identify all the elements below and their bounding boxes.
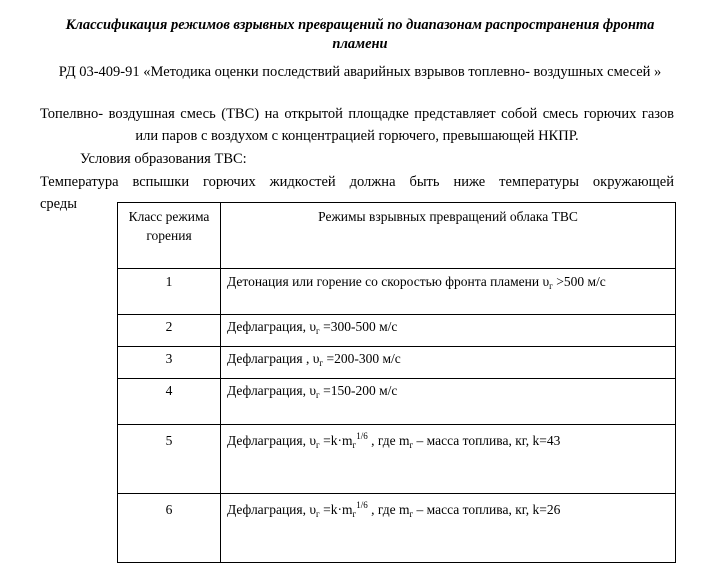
table-row — [118, 315, 676, 347]
table-row — [118, 347, 676, 379]
header-class-cell: Класс режима горения — [118, 203, 221, 269]
table-row — [118, 269, 676, 315]
mode-cell: Дефлаграция, $\upsilon_г =300-500$ м/с — [221, 315, 676, 347]
conditions-title: Условия образования ТВС: — [80, 151, 247, 167]
class-cell: 3 — [118, 347, 221, 379]
intro-paragraph: Топелвно- воздушная смесь (ТВС) на открытой площадке представляет собой смесь горючих газов или паров с воздухом с концентрацией горючего, превышающей НКПР. — [40, 106, 674, 144]
combustion-modes-table — [117, 202, 676, 563]
mode-cell: Дефлаграция, $\upsilon_г =k\cdot m_г^{1/6}$ , где $m_г$ – масса топлива, кг, k=26 — [221, 494, 676, 563]
class-cell: 4 — [118, 379, 221, 425]
table-row — [118, 425, 676, 494]
reference-line: РД 03-409-91 «Методика оценки последствий аварийных взрывов топлевно- воздушных смесей » — [58, 64, 662, 80]
table-row — [118, 379, 676, 425]
conditions-line-1: Температура вспышки горючих жидкостей должна быть ниже температуры окружающей — [40, 174, 674, 190]
class-cell: 1 — [118, 269, 221, 315]
class-cell: 2 — [118, 315, 221, 347]
class-cell: 6 — [118, 494, 221, 563]
class-cell: 5 — [118, 425, 221, 494]
conditions-line-2: среды — [40, 196, 78, 212]
table-row — [118, 494, 676, 563]
mode-cell: Дефлаграция , $\upsilon_г =200-300$ м/с — [221, 347, 676, 379]
header-modes-cell: Режимы взрывных превращений облака ТВС — [221, 203, 676, 269]
document-title: Классификация режимов взрывных превращений по диапазонам распространения фронта пламени — [65, 17, 655, 52]
mode-cell: Дефлаграция, $\upsilon_г =k\cdot m_г^{1/6}$ , где $m_г$ – масса топлива, кг, k=43 — [221, 425, 676, 494]
mode-cell: Дефлаграция, $\upsilon_г =150-200$ м/с — [221, 379, 676, 425]
table-header-row — [118, 203, 676, 269]
mode-cell: Детонация или горение со скоростью фронта пламени $\upsilon_г >500$ м/с — [221, 269, 676, 315]
